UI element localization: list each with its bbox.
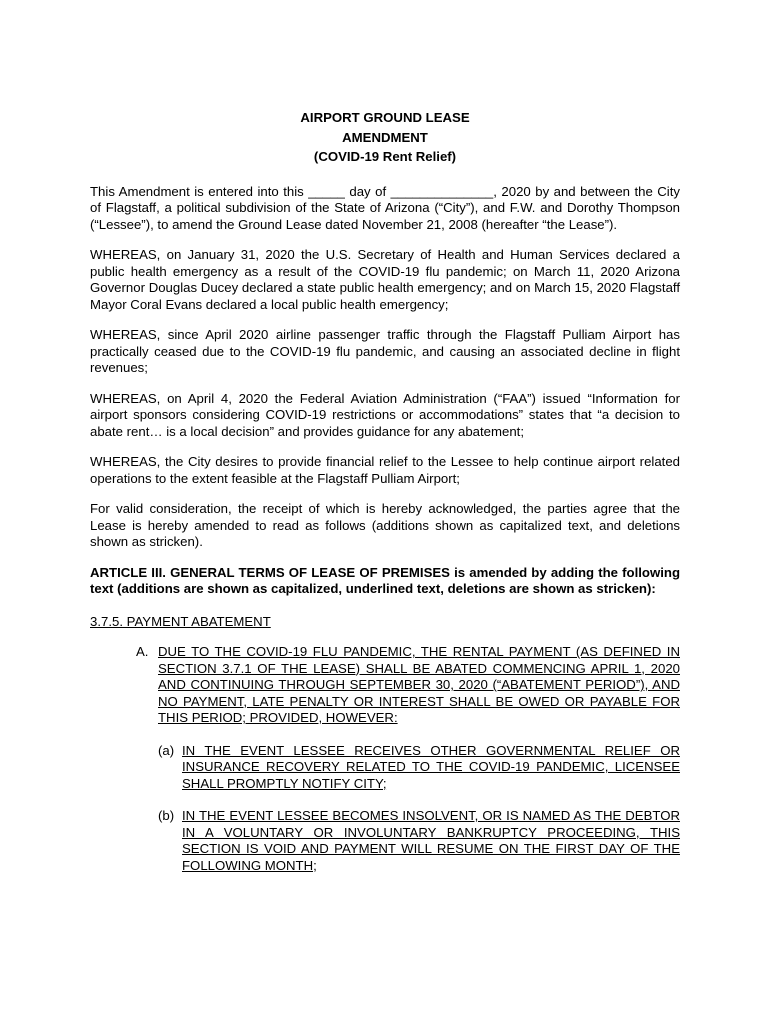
sub-item-a: [158, 743, 680, 793]
consideration-paragraph: For valid consideration, the receipt of which is hereby acknowledged, the parties agree that the Lease is hereby amended to read as follows (additions shown as capitalized text, and deletions shown as stricken).: [90, 501, 680, 549]
title-line-1: AIRPORT GROUND LEASE: [300, 110, 470, 125]
sub-item-a-text: IN THE EVENT LESSEE RECEIVES OTHER GOVERNMENTAL RELIEF OR INSURANCE RECOVERY RELATED TO THE COVID-19 PANDEMIC, LICENSEE SHALL PROMPTLY NOTIFY CITY;: [182, 742, 680, 791]
title-line-2: AMENDMENT: [342, 129, 428, 145]
sub-item-a-marker: (a): [158, 742, 175, 758]
sub-item-b-marker: (b): [158, 808, 175, 823]
sub-item-b: [158, 808, 680, 874]
whereas-paragraph-3: WHEREAS, on April 4, 2020 the Federal Aviation Administration (“FAA”) issued “Information for airport sponsors considering COVID-19 restrictions or accommodations” states that “a decision to abate rent… is a local decision” and provides guidance for any abatement;: [90, 390, 680, 439]
document-title: [90, 108, 680, 167]
whereas-paragraph-1: WHEREAS, on January 31, 2020 the U.S. Secretary of Health and Human Services declared a public health emergency as a result of the COVID-19 flu pandemic; on March 11, 2020 Arizona Governor Douglas Ducey declared a state public health emergency; and on March 15, 2020 Flagstaff Mayor Coral Evans declared a local public health emergency;: [90, 247, 680, 312]
list-item-a: [136, 644, 680, 727]
document-page: [90, 108, 680, 890]
whereas-paragraph-4: WHEREAS, the City desires to provide financial relief to the Lessee to help continue airport related operations to the extent feasible at the Flagstaff Pulliam Airport;: [90, 454, 680, 486]
article-heading: ARTICLE III. GENERAL TERMS OF LEASE OF PREMISES is amended by adding the following text (additions are shown as capitalized, underlined text, deletions are shown as stricken):: [90, 564, 680, 596]
title-line-3: (COVID-19 Rent Relief): [313, 149, 457, 164]
sub-item-b-text: IN THE EVENT LESSEE BECOMES INSOLVENT, OR IS NAMED AS THE DEBTOR IN A VOLUNTARY OR INVOLUNTARY BANKRUPTCY PROCEEDING, THIS SECTION IS VOID AND PAYMENT WILL RESUME ON THE FIRST DAY OF THE FOLLOWING MONTH;: [182, 808, 680, 873]
intro-paragraph: This Amendment is entered into this _____ day of ______________, 2020 by and between the City of Flagstaff, a political subdivision of the State of Arizona (“City”), and F.W. and Dorothy Thompson (“Lessee”), to amend the Ground Lease dated November 21, 2008 (hereafter “the Lease”).: [90, 183, 680, 232]
section-heading: 3.7.5. PAYMENT ABATEMENT: [90, 613, 271, 629]
list-marker-a: A.: [136, 644, 149, 659]
whereas-paragraph-2: WHEREAS, since April 2020 airline passenger traffic through the Flagstaff Pulliam Airport has practically ceased due to the COVID-19 flu pandemic, and causing an associated decline in flight revenues;: [90, 327, 680, 375]
list-item-a-text: DUE TO THE COVID-19 FLU PANDEMIC, THE RENTAL PAYMENT (AS DEFINED IN SECTION 3.7.1 OF THE LEASE) SHALL BE ABATED COMMENCING APRIL 1, 2020 AND CONTINUING THROUGH SEPTEMBER 30, 2020 (“ABATEMENT PERIOD”), AND NO PAYMENT, LATE PENALTY OR INTEREST SHALL BE OWED OR PAYABLE FOR THIS PERIOD; PROVIDED, HOWEVER:: [158, 644, 680, 725]
